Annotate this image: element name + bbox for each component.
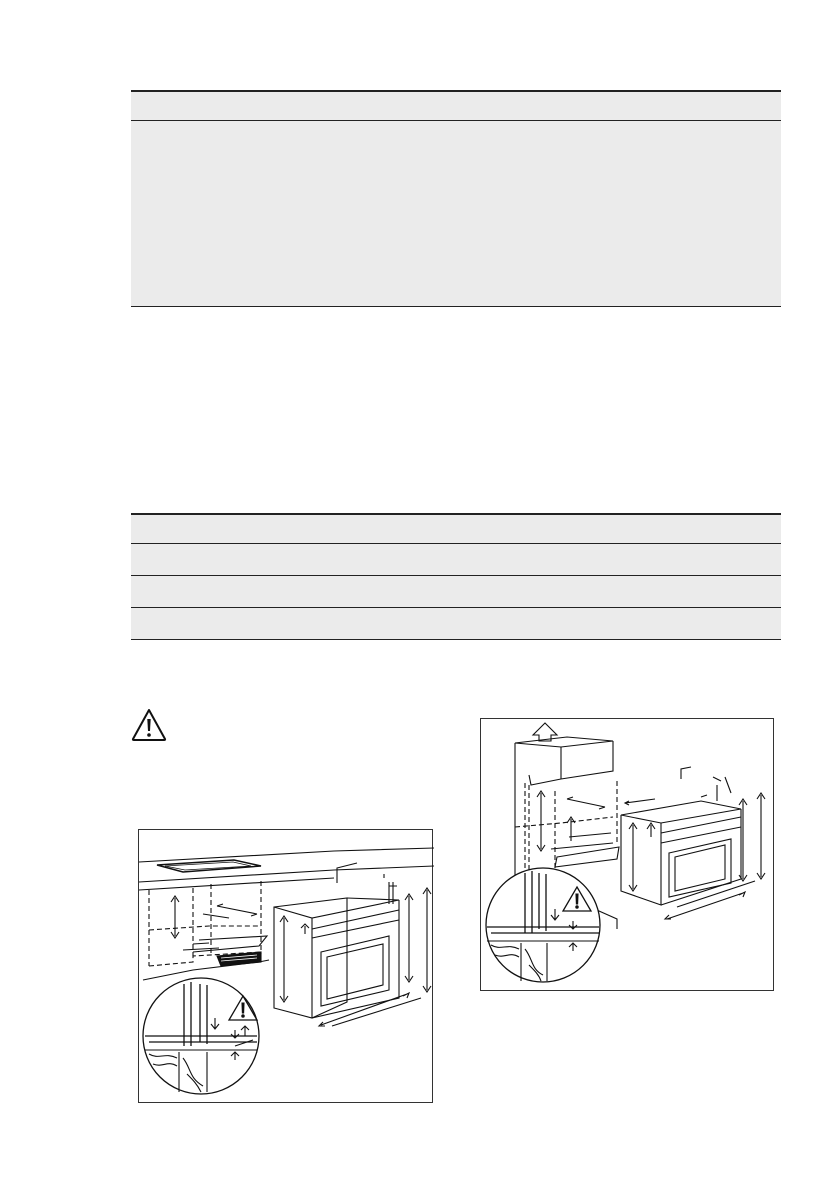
- table-row: [131, 121, 781, 307]
- table-header: [131, 90, 781, 121]
- under-counter-installation-figure: [138, 829, 433, 1103]
- table-row: [131, 608, 781, 640]
- warning-triangle-icon: [131, 708, 167, 742]
- table-header: [131, 513, 781, 544]
- table-row: [131, 544, 781, 576]
- table-row: [131, 576, 781, 608]
- specification-table-2: [131, 513, 781, 640]
- specification-table-1: [131, 90, 781, 307]
- column-installation-figure: [480, 718, 774, 991]
